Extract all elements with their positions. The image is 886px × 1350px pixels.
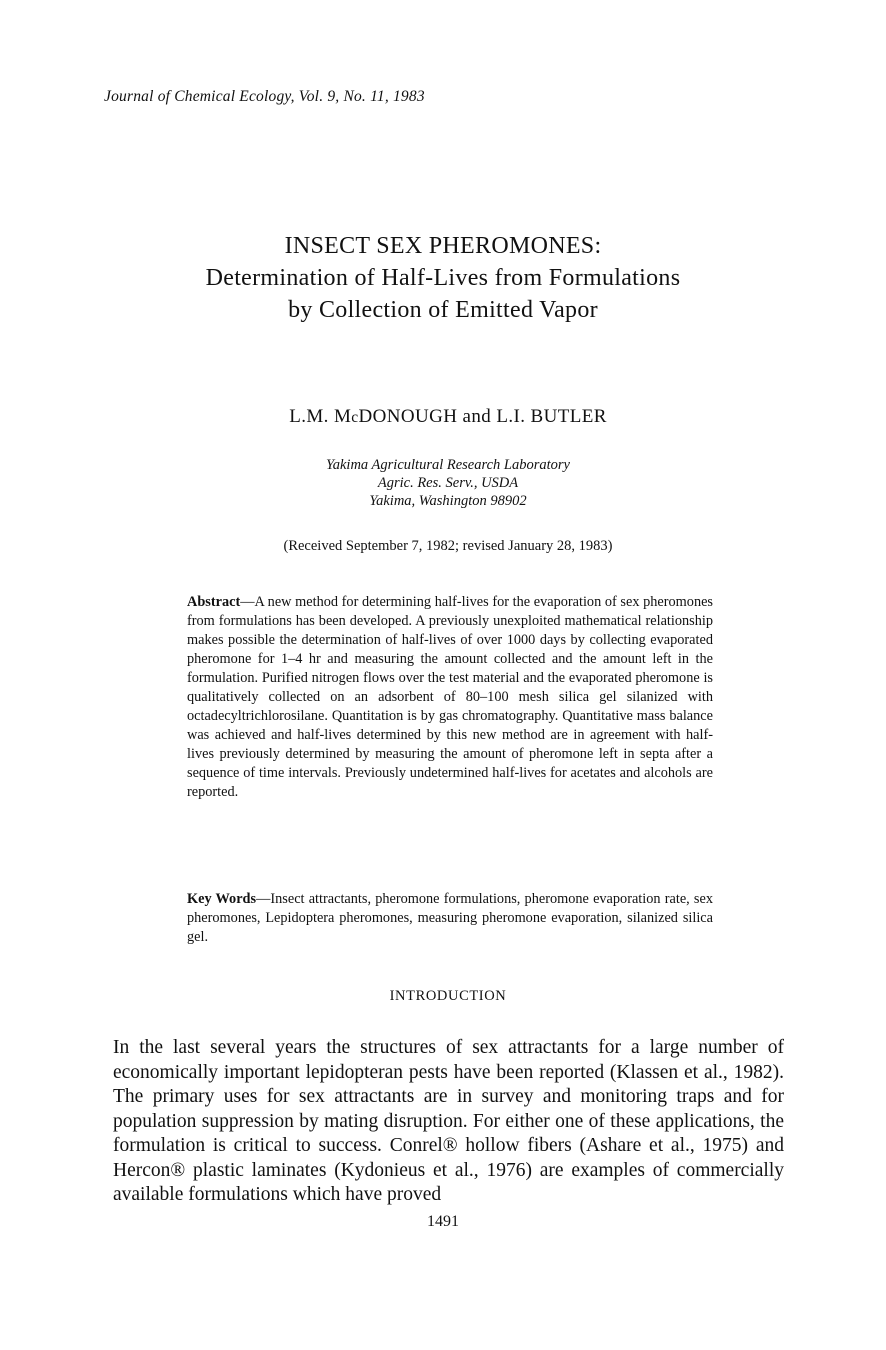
title-line-1: INSECT SEX PHEROMONES: [284,233,602,259]
page-number: 1491 [427,1213,459,1230]
author-1-small-cap: c [351,409,359,426]
affiliation-line-3: Yakima, Washington 98902 [369,493,527,509]
affiliation-line-2: Agric. Res. Serv., USDA [377,475,519,491]
received-dates: (Received September 7, 1982; revised January 28, 1983) [283,538,613,554]
introduction-heading: INTRODUCTION [389,988,507,1004]
title-line-2: Determination of Half-Lives from Formulations [205,265,681,291]
author-conjunction: and [457,406,497,427]
abstract-text: —A new method for determining half-lives for the evaporation of sex pheromones from formulations has been developed. A previously unexploited mathematical relationship makes possible the determination of half-lives of over 1000 days by collecting evaporated pheromone for 1–4 hr and measuring the amount collected and the amount left in the formulation. Purified nitrogen flows over the test material and the evaporated pheromone is qualitatively collected on an adsorbent of 80–100 mesh silica gel silanized with octadecyltrichlorosilane. Quantitation is by gas chromatography. Quantitative mass balance was achieved and half-lives determined by this new method are in agreement with half-lives previously determined by measuring the amount of pheromone left in septa after a sequence of time intervals. Previously undetermined half-lives for acetates and alcohols are reported. [187,594,713,800]
affiliation-line-1: Yakima Agricultural Research Laboratory [326,457,570,473]
abstract-label: Abstract [187,594,241,610]
introduction-paragraph: In the last several years the structures of sex attractants for a large number of economically important lepidopteran pests have been reported (Klassen et al., 1982). The primary uses for sex attractants are in survey and monitoring traps and for population suppression by mating disruption. For either one of these applications, the formulation is critical to success. Conrel® hollow fibers (Ashare et al., 1975) and Hercon® plastic laminates (Kydonieus et al., 1976) are examples of commercially available formulations which have proved [113,1037,784,1205]
author-2: L.I. BUTLER [496,406,607,427]
journal-citation: Journal of Chemical Ecology, Vol. 9, No. 11, 1983 [104,88,425,105]
key-words [187,890,713,947]
article-title [0,230,886,326]
key-words-text: —Insect attractants, pheromone formulations, pheromone evaporation rate, sex pheromones, Lepidoptera pheromones, measuring pheromone evaporation, silanized silica gel. [187,891,713,945]
key-words-label: Key Words [187,891,257,907]
author-1-initials: L.M. M [289,406,352,427]
author-list [0,406,886,428]
abstract [187,593,713,802]
title-line-3: by Collection of Emitted Vapor [288,297,598,323]
affiliation [0,456,886,510]
author-1-surname: DONOUGH [358,406,458,427]
